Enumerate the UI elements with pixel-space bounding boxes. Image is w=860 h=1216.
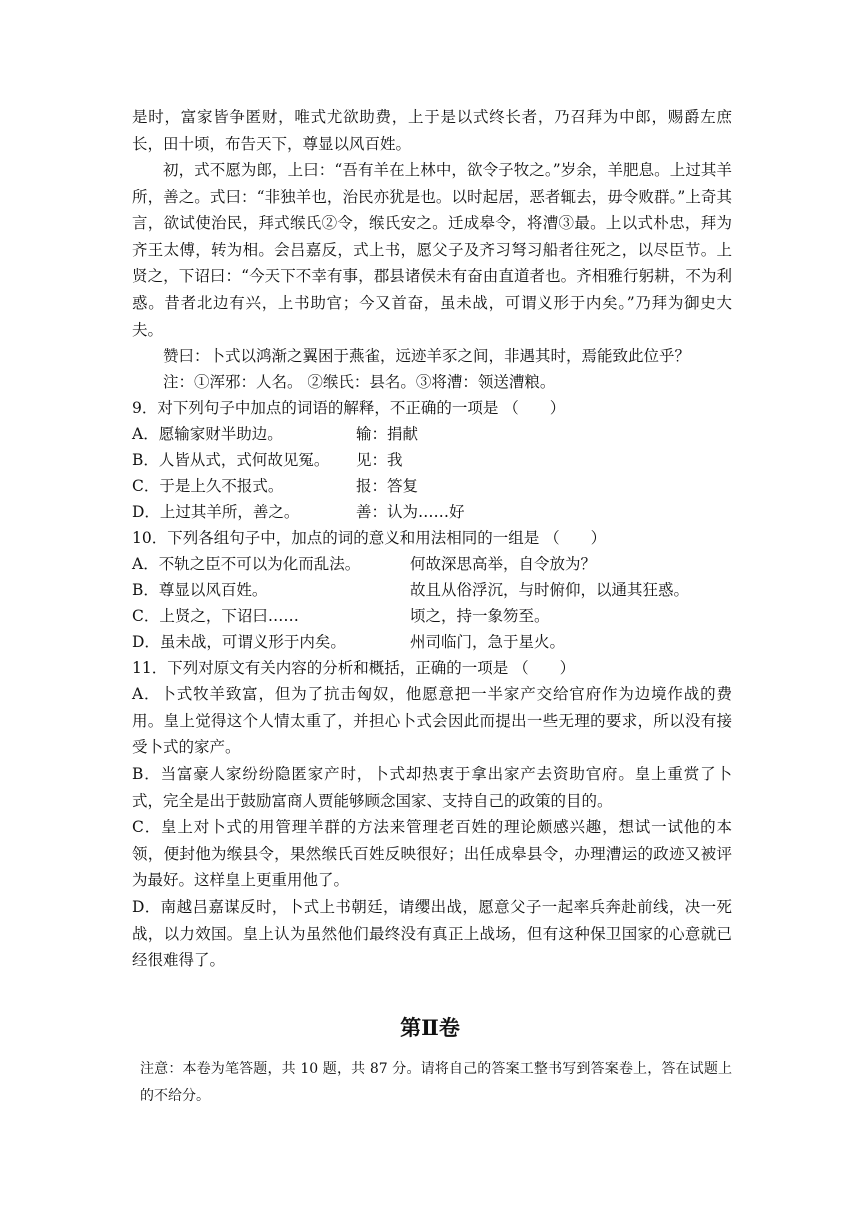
q10-option-a-right: 何故深思高举，自令放为？ <box>410 555 597 573</box>
question-11-stem: 11．下列对原文有关内容的分析和概括，正确的一项是 （ ） <box>132 659 576 677</box>
q9-option-d-sentence: D．上过其羊所，善之。 <box>132 503 300 521</box>
q10-option-d-right: 州司临门，急于星火。 <box>410 633 566 651</box>
q9-option-c-sentence: C．于是上久不报式。 <box>132 477 284 495</box>
passage-zan-paragraph: 赞曰：卜式以鸿渐之翼困于燕雀，远迹羊豕之间，非遇其时，焉能致此位乎？ <box>163 347 691 365</box>
q10-option-b-right: 故且从俗浮沉，与时俯仰，以通其狂惑。 <box>410 581 690 599</box>
q10-option-c-right: 顷之，持一象笏至。 <box>410 607 550 625</box>
question-11-option-b: B．当富豪人家纷纷隐匿家产时，卜式却热衷于拿出家产去资助官府。皇上重赏了卜式，完全是出于鼓励富商人贾能够顾念国家、支持自己的政策的目的。 <box>132 765 732 810</box>
section-2-title: 第Ⅱ卷 <box>400 1015 460 1040</box>
question-11-option-d: D．南越吕嘉谋反时，卜式上书朝廷，请缨出战，愿意父子一起率兵奔赴前线，决一死战，以力效国。皇上认为虽然他们最终没有真正上战场，但有这种保卫国家的心意就已经很难得了。 <box>132 898 732 970</box>
q9-option-b-gloss: 见：我 <box>356 451 403 469</box>
question-10-stem: 10．下列各组句子中，加点的词的意义和用法相同的一组是 （ ） <box>132 529 607 547</box>
q9-option-c-gloss: 报：答复 <box>356 477 419 495</box>
q9-option-d-gloss: 善：认为……好 <box>356 503 465 521</box>
passage-footnote: 注：①浑邪：人名。 ②缑氏：县名。③将漕：领送漕粮。 <box>163 373 556 391</box>
q10-option-a-left: A．不轨之臣不可以为化而乱法。 <box>132 555 361 573</box>
q9-option-a-sentence: A．愿输家财半助边。 <box>132 425 283 443</box>
q9-option-b-sentence: B．人皆从式，式何故见冤。 <box>132 451 330 469</box>
question-11-option-a: A．卜式牧羊致富，但为了抗击匈奴，他愿意把一半家产交给官府作为边境作战的费用。皇上觉得这个人情太重了，并担心卜式会因此而提出一些无理的要求，所以没有接受卜式的家产。 <box>132 685 732 757</box>
q10-option-d-left: D．虽未战，可谓义形于内矣。 <box>132 633 346 651</box>
question-9-stem: 9．对下列句子中加点的词语的解释，不正确的一项是 （ ） <box>132 399 566 417</box>
q10-option-b-left: B．尊显以风百姓。 <box>132 581 268 599</box>
question-11-option-c: C．皇上对卜式的用管理羊群的方法来管理老百姓的理论颇感兴趣，想试一试他的本领，便封他为缑县令，果然缑氏百姓反映很好；出任成皋县令，办理漕运的政迹又被评为最好。这样皇上更重用他了。 <box>132 818 732 890</box>
passage-main-paragraph: 初，式不愿为郎，上曰：“吾有羊在上林中，欲令子牧之。”岁余，羊肥息。上过其羊所，善之。式曰：“非独羊也，治民亦犹是也。以时起居，恶者辄去，毋令败群。”上奇其言，欲试使治民，拜式缑氏②令，缑氏安之。迁成皋令，将漕③最。上以式朴忠，拜为齐王太傅，转为相。会吕嘉反，式上书，愿父子及齐习弩习船者往死之，以尽臣节。上贤之，下诏曰：“今天下不幸有事，郡县诸侯未有奋由直道者也。齐相雅行躬耕，不为利惑。昔者北边有兴，上书助官；今又首奋，虽未战，可谓义形于内矣。”乃拜为御史大夫。 <box>132 161 732 339</box>
q9-option-a-gloss: 输：捐献 <box>356 425 419 443</box>
passage-intro-paragraph: 是时，富家皆争匿财，唯式尤欲助费，上于是以式终长者，乃召拜为中郎，赐爵左庶长，田十顷，布告天下，尊显以风百姓。 <box>132 108 732 153</box>
section-2-note: 注意：本卷为笔答题，共 10 题，共 87 分。请将自己的答案工整书写到答案卷上，答在试题上的不给分。 <box>140 1061 732 1104</box>
q10-option-c-left: C．上贤之，下诏曰…… <box>132 607 299 625</box>
